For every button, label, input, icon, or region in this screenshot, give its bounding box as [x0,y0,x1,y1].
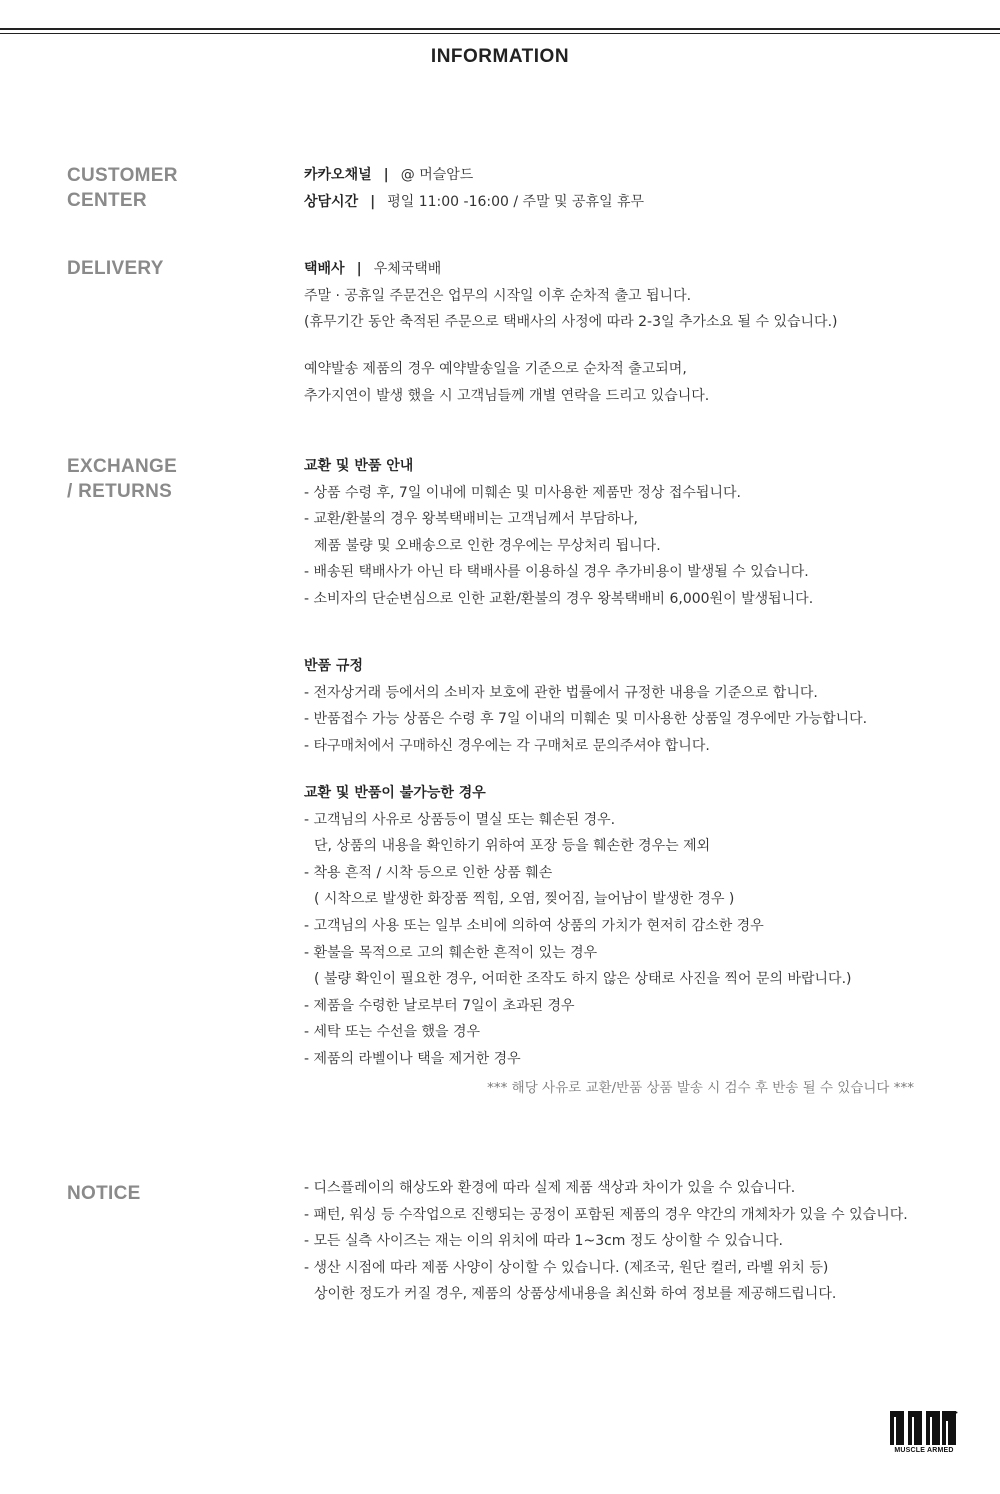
delivery-reservation-content [304,356,964,409]
exchange-guide-line: - 상품 수령 후, 7일 이내에 미훼손 및 미사용한 제품만 정상 접수됩니다. [304,484,741,501]
not-allowed-cases [304,780,964,1073]
carrier-key: 택배사 [304,261,345,277]
kakao-channel-key: 카카오채널 [304,167,372,183]
kakao-channel-value[interactable]: @ 머슬암드 [400,167,474,183]
consult-hours-value: 평일 11:00 -16:00 / 주말 및 공휴일 휴무 [387,193,645,210]
exchange-guide [304,453,964,613]
consult-hours-separator: | [370,193,376,210]
return-rules-heading: 반품 규정 [304,658,363,674]
not-allowed-line: - 환불을 목적으로 고의 훼손한 흔적이 있는 경우 [304,944,598,961]
notice-line: - 생산 시점에 따라 제품 사양이 상이할 수 있습니다. (제조국, 원단 컬러, 라벨 위치 등) [304,1259,829,1276]
not-allowed-line: - 제품의 라벨이나 택을 제거한 경우 [304,1050,521,1067]
return-rules-line: - 타구매처에서 구매하신 경우에는 각 구매처로 문의주셔야 합니다. [304,737,710,754]
return-rules-line: - 반품접수 가능 상품은 수령 후 7일 이내의 미훼손 및 미사용한 상품일 경우에만 가능합니다. [304,711,868,728]
not-allowed-heading: 교환 및 반품이 불가능한 경우 [304,785,486,801]
notice-line: - 디스플레이의 해상도와 환경에 따라 실제 제품 색상과 차이가 있을 수 있습니다. [304,1180,796,1196]
not-allowed-line: ( 불량 확인이 필요한 경우, 어떠한 조작도 하지 않은 상태로 사진을 찍어 문의 바랍니다.) [314,971,852,988]
consult-hours-row [304,189,964,216]
consult-hours-key: 상담시간 [304,193,359,210]
not-allowed-line: - 제품을 수령한 날로부터 7일이 초과된 경우 [304,997,575,1014]
customer-center-label-line2: CENTER [67,190,147,211]
kakao-channel-separator: | [383,167,389,183]
not-allowed-line: 단, 상품의 내용을 확인하기 위하여 포장 등을 훼손한 경우는 제외 [314,838,711,855]
carrier-row [304,256,964,283]
notice-line: 상이한 정도가 커질 경우, 제품의 상품상세내용을 최신화 하여 정보를 제공해드립니다. [314,1286,837,1303]
exchange-guide-line: - 소비자의 단순변심으로 인한 교환/환불의 경우 왕복택배비 6,000원이 발생됩니다. [304,590,814,607]
exchange-guide-line: 제품 불량 및 오배송으로 인한 경우에는 무상처리 됩니다. [314,537,661,554]
customer-center-label [67,163,178,213]
top-rule-thin [0,33,1000,34]
notice-label: NOTICE [67,1183,141,1204]
delivery-content [304,256,964,336]
not-allowed-line: - 고객님의 사용 또는 일부 소비에 의하여 상품의 가치가 현저히 감소한 경우 [304,917,764,934]
exchange-guide-line: - 배송된 택배사가 아닌 타 택배사를 이용하실 경우 추가비용이 발생될 수 있습니다. [304,564,809,581]
exchange-label-line2: / RETURNS [67,481,173,502]
brand-logo-text: MUSCLE ARMED [894,1447,954,1454]
exchange-returns-label [67,454,177,504]
not-allowed-line: - 세탁 또는 수선을 했을 경우 [304,1024,481,1041]
customer-center-label-line1: CUSTOMER [67,165,178,186]
page-title: INFORMATION [430,46,570,67]
exchange-guide-heading: 교환 및 반품 안내 [304,458,414,474]
delivery-label: DELIVERY [67,258,164,279]
not-allowed-line: ( 시착으로 발생한 화장품 찍힘, 오염, 찢어짐, 늘어남이 발생한 경우 ) [314,891,735,908]
exchange-label-line1: EXCHANGE [67,456,178,477]
notice-content [304,1175,964,1308]
kakao-channel-row [304,162,964,189]
top-rule-thick [0,28,1000,30]
carrier-value: 우체국택배 [373,261,442,277]
delivery-reservation-line: 추가지연이 발생 했을 시 고객님들께 개별 연락을 드리고 있습니다. [304,387,710,404]
return-rules [304,653,964,759]
notice-line: - 모든 실측 사이즈는 재는 이의 위치에 따라 1~3cm 정도 상이할 수 있습니다. [304,1233,783,1250]
return-rules-line: - 전자상거래 등에서의 소비자 보호에 관한 법률에서 규정한 내용을 기준으로 합니다. [304,684,818,701]
carrier-separator: | [356,261,362,277]
exchange-guide-line: - 교환/환불의 경우 왕복택배비는 고객님께서 부담하나, [304,511,638,528]
delivery-line: 주말 · 공휴일 주문건은 업무의 시작일 이후 순차적 출고 됩니다. [304,287,692,304]
delivery-reservation-line: 예약발송 제품의 경우 예약발송일을 기준으로 순차적 출고되며, [304,361,687,377]
customer-center-content [304,162,964,215]
inspection-footnote: *** 해당 사유로 교환/반품 상품 발송 시 검수 후 반송 될 수 있습니다 *** [487,1080,914,1096]
not-allowed-line: - 착용 흔적 / 시착 등으로 인한 상품 훼손 [304,864,553,881]
delivery-line: (휴무기간 동안 축적된 주문으로 택배사의 사정에 따라 2-3일 추가소요 될 수 있습니다.) [304,314,838,331]
notice-line: - 패턴, 워싱 등 수작업으로 진행되는 공정이 포함된 제품의 경우 약간의 개체차가 있을 수 있습니다. [304,1206,908,1223]
not-allowed-line: - 고객님의 사유로 상품등이 멸실 또는 훼손된 경우. [304,811,616,828]
